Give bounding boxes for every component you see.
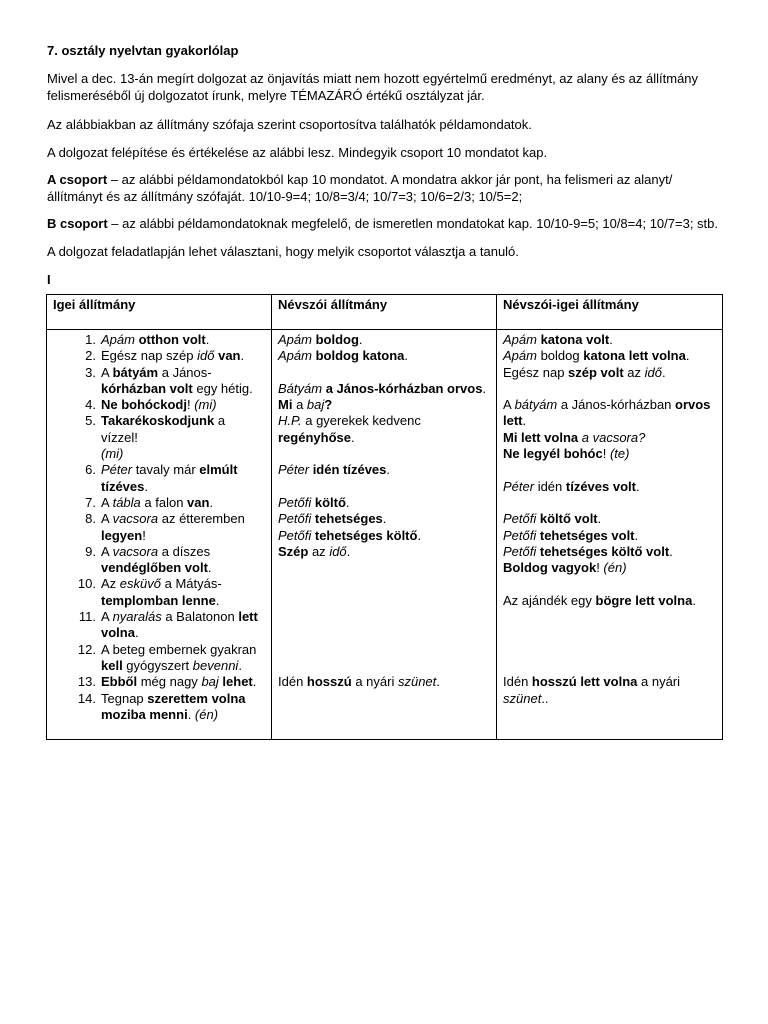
text-line [278,528,490,544]
sentence-run: Boldog vagyok [503,560,597,576]
sentence-run: van [187,494,210,510]
text-line [278,446,490,462]
sentence-run: . [134,625,139,641]
sentence-run: hosszú [306,674,352,690]
text-line [278,511,490,527]
sentence-run: . [144,478,148,494]
sentence-run: (te) [609,446,630,462]
text-line [101,528,265,544]
sentence-run: Ne legyél bohóc [503,446,603,462]
list-text [101,413,265,462]
list-item [53,462,265,495]
sentence-run: A [101,494,113,510]
text-line [503,479,716,495]
sentence-run: a vacsora? [581,429,646,445]
list-number: 4. [85,397,96,413]
sentence-run: Bátyám [278,380,323,396]
text-line [101,691,265,707]
text-line [503,625,716,641]
sentence-run: . [358,332,363,347]
header-nominal-verbal-predicate: Névszói-igei állítmány [497,295,723,330]
text-line [278,479,490,495]
sentence-run: . [635,478,640,494]
text-line [278,332,490,348]
sentence-run: boldog [311,332,359,347]
text-line [503,642,716,658]
group-b-paragraph [47,215,727,232]
text-line [503,495,716,511]
text-line [278,495,490,511]
sentence-run: tízéves volt [565,478,636,494]
sentence-run: Egész nap [503,364,569,380]
list-item [53,413,265,462]
text-line [278,642,490,658]
choice-paragraph [47,243,727,260]
text-line [278,674,490,690]
sentence-run: a díszes [158,543,211,559]
sentence-run: regényhőse [278,429,351,445]
sentence-run: tehetséges volt [536,527,635,543]
text-line [278,397,490,413]
nominal-verbal-predicate-lines [503,332,716,707]
sentence-run: H.P. [278,413,302,429]
sentence-run: az [308,543,330,559]
sentence-run: kórházban volt [101,380,193,396]
text-line [503,511,716,527]
list-text [101,495,265,511]
list-number: 9. [85,543,96,559]
sentence-run: (én) [194,706,219,722]
sentence-run: idő [197,348,215,364]
sentence-run: . [345,494,350,510]
sentence-run: a Mátyás- [161,576,222,592]
sentence-run: lehet [218,674,253,690]
sentence-run: otthon volt [134,332,206,347]
sentence-run: szünet [503,690,542,706]
sentence-run: baj [201,674,219,690]
sentence-run: bátyám [514,397,558,413]
sentence-run: ! [602,446,610,462]
sentence-run: Petőfi [278,527,312,543]
sentence-run: bátyám [112,364,159,380]
paragraph-run: A dolgozat feladatlapján lehet választani, hogy melyik csoportot választja a tanuló. [47,244,519,259]
sentence-run: Egész nap szép [101,348,198,364]
text-line [101,413,265,446]
sentence-run: a Balatonon [161,609,239,625]
sentence-run: . [386,462,391,478]
sentence-run: a vízzel! [101,413,226,445]
text-line [503,609,716,625]
text-line [101,479,265,495]
list-item [53,511,265,544]
sentence-run: templomban lenne [101,592,216,608]
sentence-run: tehetséges költő volt [536,543,670,559]
sentence-run: . [346,543,351,559]
text-line [101,365,265,381]
grouping-paragraph [47,116,727,133]
sentence-run: Petőfi [503,527,537,543]
list-text [101,609,265,642]
sentence-run: Idén [503,674,532,690]
text-line [278,576,490,592]
sentence-run: . [205,332,210,347]
sentence-run: Petőfi [278,494,312,510]
sentence-run: (mi) [101,446,124,462]
text-line [101,609,265,625]
sentence-run: . [404,348,409,364]
list-item [53,348,265,364]
sentence-run: . [482,380,487,396]
sentence-run: lett [238,609,258,625]
sentence-run: Apám [101,332,135,347]
sentence-run: a falon [140,494,188,510]
text-line [503,560,716,576]
list-text [101,511,265,544]
sentence-run: Péter [101,462,133,478]
sentence-run: az étteremben [158,511,245,527]
sentence-run: . [436,674,440,690]
list-number: 11. [78,609,96,625]
list-number: 8. [85,511,96,527]
sentence-run: a nyári [637,674,681,690]
sentence-run: hosszú lett volna [531,674,638,690]
text-line [101,642,265,658]
text-line [503,446,716,462]
list-number: 10. [77,576,96,592]
text-line [278,413,490,429]
list-number: 6. [85,462,96,478]
sentence-run: szép volt [568,364,624,380]
text-line [101,511,265,527]
text-line [278,544,490,560]
text-line [101,544,265,560]
text-line [101,576,265,592]
list-item [53,365,265,398]
text-line [101,332,265,348]
sentence-run: . [382,511,387,527]
text-line [278,365,490,381]
list-text [101,691,265,724]
text-line [278,348,490,364]
sentence-run: . [240,348,245,364]
sentence-run: van [214,348,241,364]
sentence-run: . [417,527,422,543]
list-item [53,397,265,413]
sentence-run: elmúlt [199,462,238,478]
sentence-run: Péter [503,478,535,494]
intro-paragraph [47,70,727,104]
sentence-run: . [209,494,214,510]
list-item [53,609,265,642]
sentence-run: egy hétig. [192,380,253,396]
text-line [101,397,265,413]
text-line [101,446,265,462]
nominal-predicate-cell [272,330,497,740]
sentence-run: A [503,397,515,413]
section-mark: I [47,272,51,287]
sentence-run: Mi [278,397,293,413]
text-line [101,658,265,674]
sentence-run: A beteg embernek gyakran [101,641,257,657]
sentence-run: idő [644,364,662,380]
sentence-run: A [101,543,113,559]
sentence-run: ? [324,397,333,413]
text-line [278,609,490,625]
sentence-run: legyen [101,527,143,543]
text-line [278,381,490,397]
sentence-run: Ebből [101,674,138,690]
list-text [101,462,265,495]
sentence-run: . [238,657,242,673]
paragraph-run: – az alábbi példamondatokból kap 10 mondatot. A mondatra akkor jár pont, ha felismeri az alanyt/állítmányt és az állítmány szófaját. 10/10-9=4; 10/8=3/4; 10/7=3; 10/6=2/3; 10/5=2; [47,172,673,204]
sentence-run: A [101,511,113,527]
sentence-run: tehetséges [311,511,383,527]
text-line [101,674,265,690]
sentence-run: katona lett volna [583,348,686,364]
list-item [53,691,265,724]
list-number: 13. [77,674,96,690]
sentence-run: idén [534,478,566,494]
header-nominal-predicate: Névszói állítmány [272,295,497,330]
sentence-run: vacsora [112,543,159,559]
text-line [503,593,716,609]
sentence-run: Idén [278,674,307,690]
paragraph-run: B csoport [47,216,108,231]
nominal-predicate-lines [278,332,490,691]
sentence-run: a János-kórházban orvos [322,380,483,396]
sentence-run: . [669,543,673,559]
text-line [278,430,490,446]
sentence-run: bevenni [192,657,239,673]
text-line [101,462,265,478]
paragraph-run: – az alábbi példamondatoknak megfelelő, de ismeretlen mondatokat kap. 10/10-9=5; 10/8=4; 10/7=3; stb. [107,216,718,231]
sentence-run: a nyári [351,674,398,690]
list-number: 14. [77,690,96,706]
sentence-run: tízéves [101,478,145,494]
list-item [53,495,265,511]
sentence-run: kell [101,657,123,673]
sentence-run: esküvő [119,576,161,592]
text-line [503,691,716,707]
sentence-run: a gyerekek kedvenc [301,413,421,429]
list-item [53,544,265,577]
sentence-run: A [101,609,113,625]
sentence-run: . [215,592,220,608]
paragraph-run: A csoport [47,172,108,187]
table-header-row [47,295,723,330]
text-line [503,528,716,544]
sentence-run: tavaly már [132,462,200,478]
sentence-run: az [623,364,645,380]
text-line [101,495,265,511]
list-text [101,642,265,675]
sentence-run: szerettem volna [147,690,246,706]
sentence-run: tábla [112,494,141,510]
predicate-table [46,294,723,740]
structure-paragraph [47,144,727,161]
text-line [278,462,490,478]
sentence-run: boldog [536,348,584,364]
sentence-run: Szép [278,543,309,559]
text-line [278,658,490,674]
sentence-run: nyaralás [112,609,162,625]
document-title: 7. osztály nyelvtan gyakorlólap [47,43,239,58]
sentence-run: . [187,706,195,722]
text-line [278,625,490,641]
sentence-run: . [207,560,212,576]
list-number: 5. [85,413,96,429]
text-line [503,413,716,429]
text-line [503,430,716,446]
text-line [101,560,265,576]
text-line [503,332,716,348]
sentence-run: Takarékoskodjunk [101,413,215,429]
sentence-run: a [292,397,307,413]
list-number: 12. [77,641,96,657]
sentence-run: boldog katona [311,348,405,364]
header-verbal-predicate: Igei állítmány [47,295,272,330]
sentence-run: Az ajándék egy [503,592,596,608]
sentence-run: Apám [278,332,312,347]
sentence-run: . [685,348,690,364]
sentence-run: Apám [278,348,312,364]
sentence-run: . [522,413,527,429]
sentence-run: ! [142,527,146,543]
sentence-run: Petőfi [503,543,537,559]
list-number: 3. [85,364,96,380]
list-text [101,576,265,609]
list-text [101,397,265,413]
sentence-run: volna [101,625,135,641]
sentence-run: . [252,674,257,690]
list-text [101,674,265,690]
list-text [101,544,265,577]
sentence-run: Ne bohóckodj [101,397,187,413]
text-line [503,462,716,478]
sentence-run: A [101,364,113,380]
text-line [503,397,716,413]
sentence-run: gyógyszert [122,657,193,673]
sentence-run: ! [186,397,195,413]
text-line [278,593,490,609]
sentence-run: Mi lett volna [503,429,579,445]
sentence-run: baj [306,397,325,413]
sentence-run: . [634,527,639,543]
sentence-run: . [692,592,696,608]
list-number: 2. [85,348,96,364]
table-body-row [47,330,723,740]
text-line [101,593,265,609]
verbal-predicate-list [53,332,265,723]
sentence-run: tehetséges költő [311,527,418,543]
text-line [503,544,716,560]
group-a-paragraph [47,171,727,205]
sentence-run: Az [101,576,120,592]
list-text [101,332,265,348]
sentence-run: még nagy [137,674,202,690]
sentence-run: ! [596,560,604,576]
sentence-run: Petőfi [278,511,312,527]
sentence-run: a János-kórházban [557,397,676,413]
verbal-predicate-cell [47,330,272,740]
sentence-run: (mi) [194,397,217,413]
list-text [101,348,265,364]
paragraph-run: Mivel a dec. 13-án megírt dolgozat az önjavítás miatt nem hozott egyértelmű eredményt, az alany és az állítmány felismeréséből új dolgozatot írunk, melyre TÉMAZÁRÓ értékű osztályzat jár. [47,71,699,103]
sentence-run: lett [503,413,523,429]
sentence-run: Tegnap [101,690,148,706]
text-line [278,560,490,576]
text-line [503,381,716,397]
sentence-run: . [350,429,355,445]
nominal-verbal-predicate-cell [497,330,723,740]
text-line [503,674,716,690]
sentence-run: .. [541,690,549,706]
sentence-run: vendéglőben volt [101,560,208,576]
sentence-run: orvos [675,397,711,413]
sentence-run: Péter [278,462,310,478]
sentence-run: (én) [603,560,627,576]
list-number: 1. [85,332,96,347]
sentence-run: Apám [503,332,537,347]
sentence-run: katona volt [536,332,610,347]
text-line [101,625,265,641]
list-item [53,674,265,690]
sentence-run: bögre lett volna [595,592,693,608]
sentence-run: . [662,364,666,380]
sentence-run: vacsora [112,511,159,527]
list-item [53,576,265,609]
sentence-run: Apám [503,348,537,364]
sentence-run: . [609,332,613,347]
sentence-run: a János- [158,364,212,380]
sentence-run: költő [311,494,346,510]
list-number: 7. [85,494,96,510]
text-line [101,381,265,397]
text-line [101,348,265,364]
text-line [503,576,716,592]
sentence-run: költő volt [536,511,598,527]
sentence-run: Petőfi [503,511,537,527]
list-text [101,365,265,398]
paragraph-run: A dolgozat felépítése és értékelése az alábbi lesz. Mindegyik csoport 10 mondatot kap. [47,145,548,160]
list-item [53,332,265,348]
sentence-run: szünet [397,674,437,690]
text-line [503,365,716,381]
sentence-run: moziba menni [101,706,188,722]
sentence-run: . [597,511,602,527]
list-item [53,642,265,675]
text-line [101,707,265,723]
paragraph-run: Az alábbiakban az állítmány szófaja szerint csoportosítva találhatók példamondatok. [47,117,532,132]
text-line [503,348,716,364]
text-line [503,658,716,674]
sentence-run: idén tízéves [309,462,387,478]
sentence-run: idő [329,543,347,559]
